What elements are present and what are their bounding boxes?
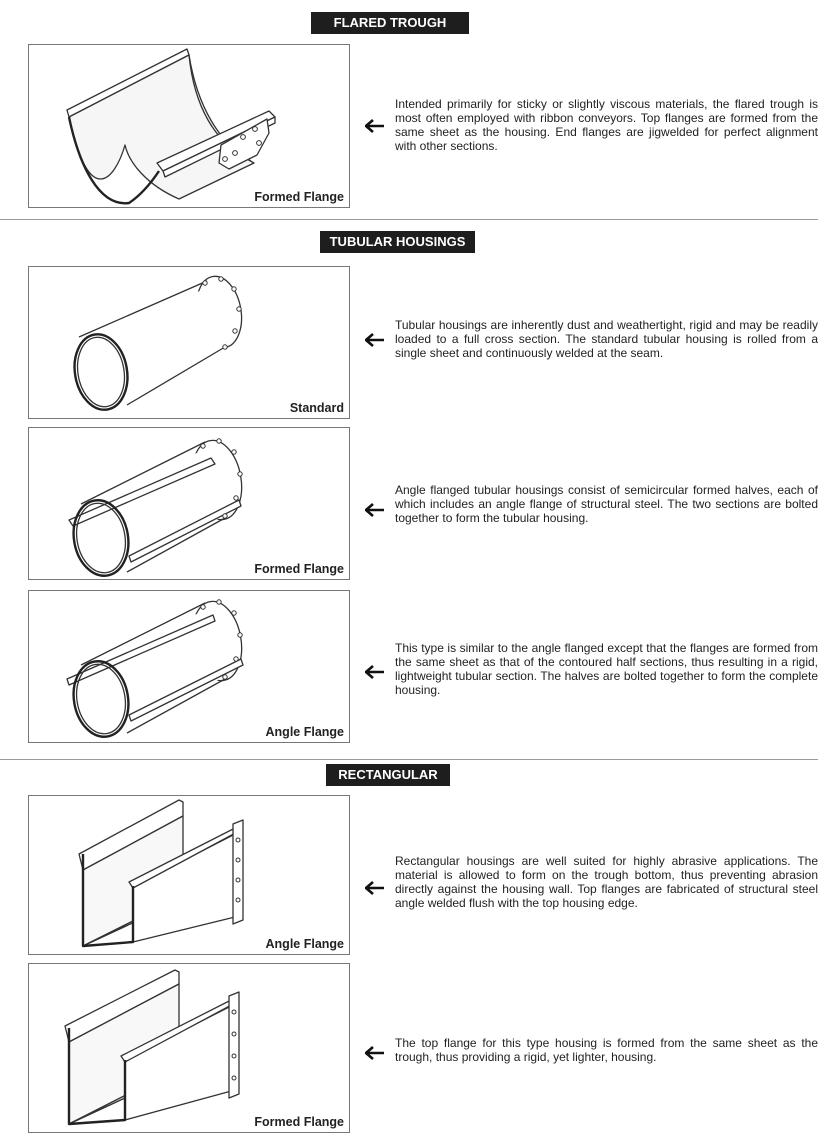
- tubular-formed-flange-description: Angle flanged tubular housings consist of semicircular formed halves, each of which includes an angle flange of structural steel. The two sections are bolted together to form the tubular housing.: [395, 483, 818, 525]
- figure-caption: Formed Flange: [254, 190, 344, 204]
- flared-trough-figure: [28, 44, 350, 208]
- section-header-flared-trough: FLARED TROUGH: [311, 12, 469, 34]
- flared-trough-description: Intended primarily for sticky or slightly viscous materials, the flared trough is most often employed with ribbon conveyors. Top flanges are formed from the same sheet as the housing. End flanges are jigwelded for perfect alignment with other sections.: [395, 97, 818, 153]
- rectangular-angle-flange-drawing: [29, 796, 351, 956]
- figure-caption: Formed Flange: [254, 1115, 344, 1129]
- figure-caption: Standard: [289, 401, 344, 415]
- section-header-tubular-housings: TUBULAR HOUSINGS: [320, 231, 475, 253]
- rectangular-formed-flange-figure: [28, 963, 350, 1133]
- left-arrow-icon: [365, 503, 385, 517]
- tubular-angle-flange-drawing: [29, 591, 351, 744]
- left-arrow-icon: [365, 1046, 385, 1060]
- rectangular-formed-flange-description: The top flange for this type housing is formed from the same sheet as the trough, thus providing a rigid, yet lighter, housing.: [395, 1036, 818, 1064]
- left-arrow-icon: [365, 665, 385, 679]
- tubular-formed-flange-drawing: [29, 428, 351, 581]
- rectangular-angle-flange-description: Rectangular housings are well suited for highly abrasive applications. The material is allowed to form on the trough bottom, thus preventing abrasion directly against the housing wall. Top flanges are fabricated of structural steel angle welded flush with the top housing edge.: [395, 854, 818, 910]
- tubular-standard-figure: [28, 266, 350, 419]
- tubular-angle-flange-description: This type is similar to the angle flanged except that the flanges are formed from the same sheet as that of the contoured half sections, thus resulting in a rigid, lightweight tubular section. The halves are bolted together to form the complete housing.: [395, 641, 818, 697]
- tubular-standard-drawing: [29, 267, 351, 420]
- figure-caption: Angle Flange: [265, 725, 344, 739]
- left-arrow-icon: [365, 881, 385, 895]
- left-arrow-icon: [365, 119, 385, 133]
- tubular-angle-flange-figure: [28, 590, 350, 743]
- tubular-formed-flange-figure: [28, 427, 350, 580]
- section-divider: [0, 759, 818, 760]
- section-divider: [0, 219, 818, 220]
- left-arrow-icon: [365, 333, 385, 347]
- section-header-rectangular: RECTANGULAR: [326, 764, 450, 786]
- figure-caption: Formed Flange: [254, 562, 344, 576]
- rectangular-angle-flange-figure: [28, 795, 350, 955]
- rectangular-formed-flange-drawing: [29, 964, 351, 1134]
- tubular-standard-description: Tubular housings are inherently dust and weathertight, rigid and may be readily loaded to a full cross section. The standard tubular housing is rolled from a single sheet and continuously welded at the seam.: [395, 318, 818, 360]
- flared-trough-drawing: [29, 45, 351, 209]
- figure-caption: Angle Flange: [265, 937, 344, 951]
